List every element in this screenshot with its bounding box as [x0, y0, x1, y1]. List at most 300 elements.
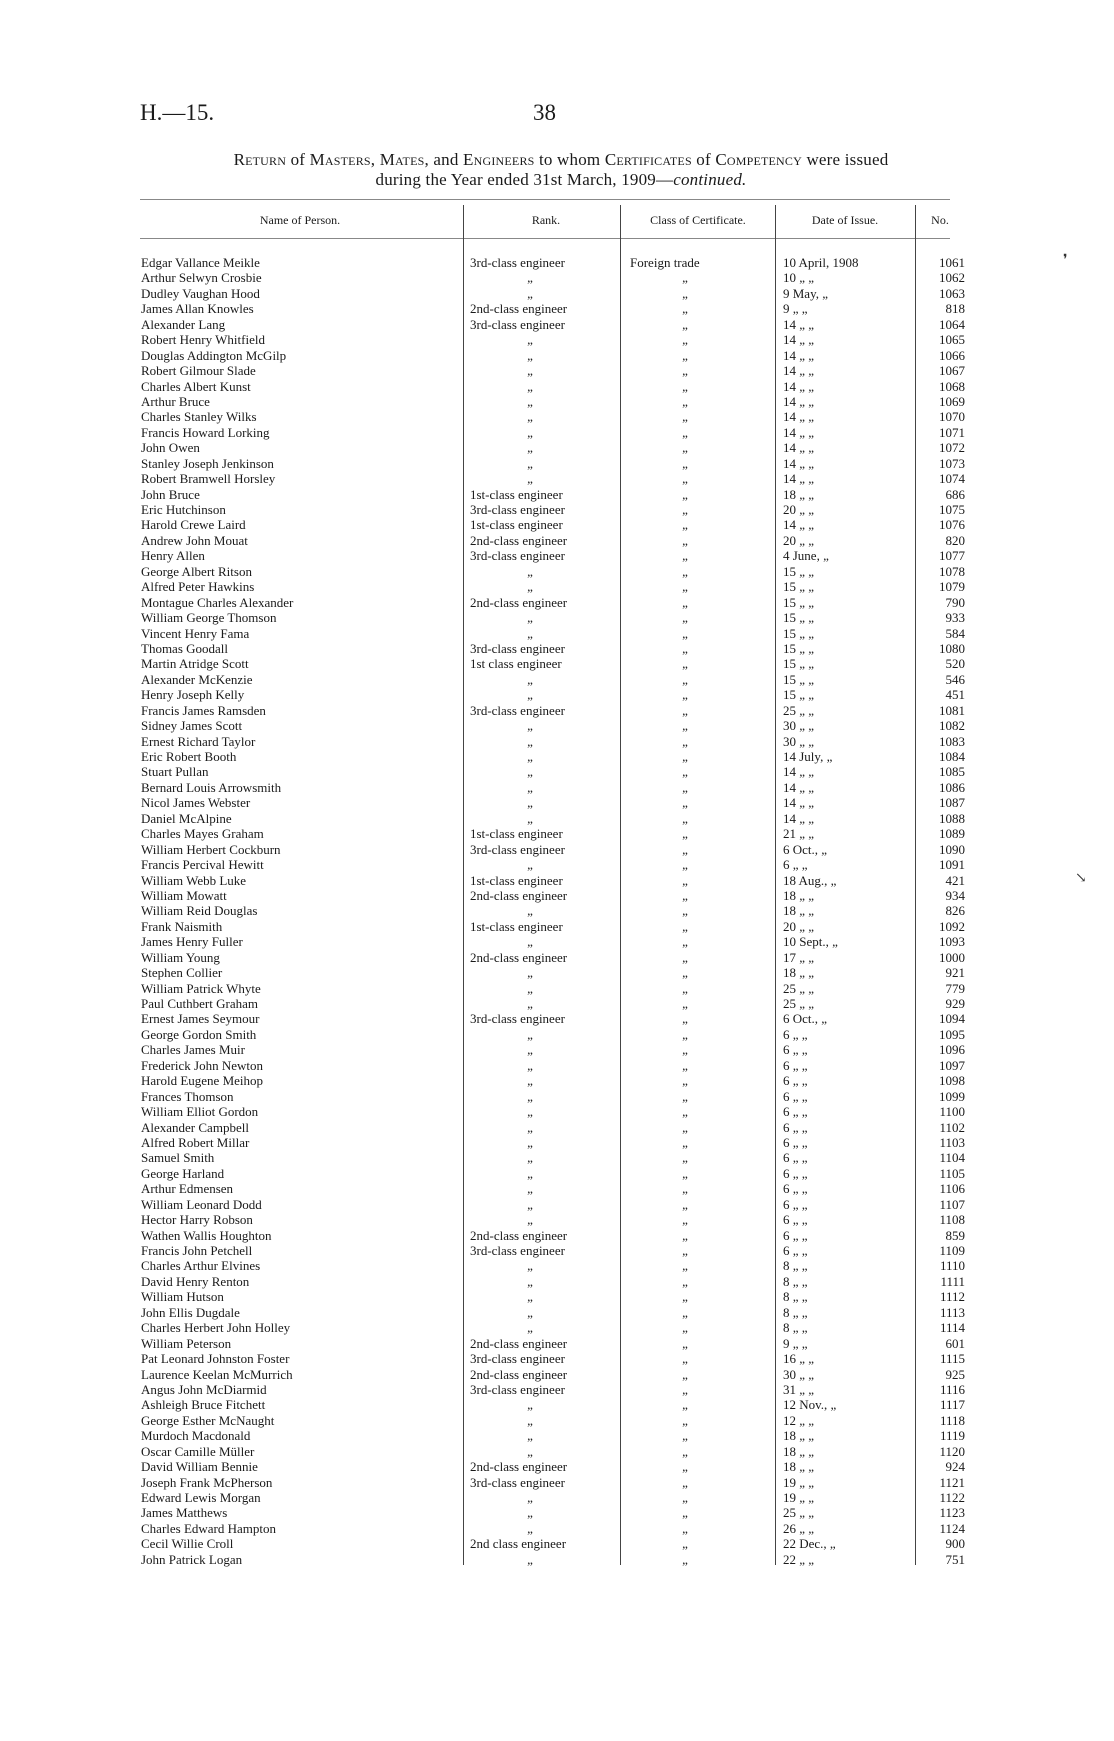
- certificate-class-cell: „: [682, 857, 688, 873]
- person-name: George Esther McNaught: [141, 1412, 275, 1428]
- rank-cell: „: [527, 1412, 533, 1428]
- person-name: Francis Howard Lorking: [141, 424, 270, 440]
- rank-cell: „: [527, 1057, 533, 1073]
- rank-cell: „: [527, 718, 533, 734]
- person-name: Cecil Willie Croll: [141, 1536, 234, 1552]
- certificate-class-cell: „: [682, 1289, 688, 1305]
- table-row: [0, 332, 1114, 347]
- person-name: Francis John Petchell: [141, 1243, 253, 1258]
- table-row: [0, 517, 1114, 532]
- rank-cell: 2nd-class engineer: [470, 1227, 568, 1243]
- table-row: [0, 1228, 1114, 1243]
- person-name: Laurence Keelan McMurrich: [141, 1366, 293, 1382]
- table-row: [0, 734, 1114, 749]
- table-row: [0, 1351, 1114, 1366]
- date-of-issue-cell: 14 „ „: [783, 517, 815, 533]
- certificate-number-cell: 1121: [939, 1474, 965, 1490]
- person-name: Stuart Pullan: [141, 764, 209, 780]
- table-row: [0, 1274, 1114, 1289]
- date-of-issue-cell: 14 „ „: [783, 393, 815, 409]
- date-of-issue-cell: 31 „ „: [783, 1381, 815, 1397]
- certificate-class-cell: „: [682, 517, 688, 533]
- person-name: Oscar Camille Müller: [141, 1443, 255, 1459]
- certificate-class-cell: „: [682, 1412, 688, 1428]
- date-of-issue-cell: 20 „ „: [783, 502, 815, 517]
- rank-cell: „: [527, 1119, 533, 1135]
- certificate-number-cell: 1103: [939, 1134, 965, 1150]
- certificate-class-cell: „: [682, 749, 688, 764]
- title-line-2: during the Year ended 31st March, 1909—continued.: [375, 170, 747, 189]
- date-of-issue-cell: 14 „ „: [783, 316, 815, 332]
- certificate-number-cell: 1105: [939, 1165, 965, 1181]
- rank-cell: 3rd-class engineer: [470, 1243, 565, 1258]
- certificate-class-cell: „: [682, 764, 688, 780]
- rank-cell: 3rd-class engineer: [470, 702, 565, 718]
- person-name: Nicol James Webster: [141, 795, 251, 811]
- table-row: [0, 749, 1114, 764]
- certificate-class-cell: „: [682, 965, 688, 981]
- person-name: Harold Crewe Laird: [141, 517, 246, 533]
- table-row: [0, 1552, 1114, 1567]
- date-of-issue-cell: 8 „ „: [783, 1304, 808, 1320]
- certificate-number-cell: 900: [945, 1536, 965, 1552]
- rank-cell: „: [527, 810, 533, 826]
- certificate-class-cell: „: [682, 1165, 688, 1181]
- date-of-issue-cell: 6 „ „: [783, 857, 808, 873]
- table-row: [0, 610, 1114, 625]
- rank-cell: „: [527, 1320, 533, 1336]
- table-header-rule: [140, 238, 950, 239]
- certificate-number-cell: 924: [945, 1459, 965, 1475]
- certificate-number-cell: 1075: [939, 502, 965, 517]
- rank-cell: „: [527, 1490, 533, 1505]
- certificate-class-cell: „: [682, 1490, 688, 1505]
- rank-cell: „: [527, 1258, 533, 1274]
- table-row: [0, 1428, 1114, 1443]
- rank-cell: „: [527, 1150, 533, 1166]
- rank-cell: „: [527, 393, 533, 409]
- date-of-issue-cell: 10 April, 1908: [783, 255, 859, 270]
- certificate-number-cell: 790: [945, 594, 965, 610]
- date-of-issue-cell: 15 „ „: [783, 625, 815, 641]
- certificate-class-cell: „: [682, 702, 688, 718]
- table-row: [0, 1336, 1114, 1351]
- table-row: [0, 1135, 1114, 1150]
- rank-cell: 2nd-class engineer: [470, 594, 568, 610]
- rank-cell: „: [527, 1443, 533, 1459]
- certificate-number-cell: 1078: [939, 563, 965, 579]
- rank-cell: „: [527, 1134, 533, 1150]
- person-name: Stanley Joseph Jenkinson: [141, 455, 274, 471]
- person-name: James Matthews: [141, 1505, 228, 1521]
- person-name: Douglas Addington McGilp: [141, 347, 287, 363]
- certificate-number-cell: 1080: [939, 640, 965, 656]
- rank-cell: „: [527, 764, 533, 780]
- person-name: Eric Robert Booth: [141, 749, 237, 764]
- person-name: Martin Atridge Scott: [141, 656, 249, 672]
- certificate-number-cell: 1072: [939, 440, 965, 456]
- table-row: [0, 857, 1114, 872]
- date-of-issue-cell: 12 „ „: [783, 1412, 815, 1428]
- rank-cell: „: [527, 424, 533, 440]
- date-of-issue-cell: 15 „ „: [783, 656, 815, 672]
- certificate-class-cell: „: [682, 996, 688, 1011]
- table-row: [0, 286, 1114, 301]
- person-name: Charles Stanley Wilks: [141, 409, 257, 425]
- person-name: Arthur Bruce: [141, 393, 210, 409]
- certificate-number-cell: 1089: [939, 826, 965, 842]
- person-name: Ernest Richard Taylor: [141, 733, 256, 749]
- certificate-number-cell: 1111: [940, 1273, 965, 1289]
- table-row: [0, 301, 1114, 316]
- table-row: [0, 1243, 1114, 1258]
- person-name: William Elliot Gordon: [141, 1104, 259, 1120]
- certificate-class-cell: „: [682, 270, 688, 286]
- table-row: [0, 873, 1114, 888]
- certificate-number-cell: 1067: [939, 363, 965, 379]
- column-header-date: Date of Issue.: [811, 213, 879, 227]
- date-of-issue-cell: 14 „ „: [783, 378, 815, 394]
- certificate-number-cell: 1110: [939, 1258, 965, 1274]
- certificate-class-cell: „: [682, 1227, 688, 1243]
- person-name: Stephen Collier: [141, 965, 223, 981]
- certificate-class-cell: „: [682, 887, 688, 903]
- table-row: [0, 425, 1114, 440]
- person-name: Harold Eugene Meihop: [141, 1073, 264, 1089]
- date-of-issue-cell: 19 „ „: [783, 1490, 815, 1505]
- certificate-number-cell: 1117: [939, 1397, 965, 1413]
- person-name: Robert Bramwell Horsley: [141, 471, 276, 487]
- certificate-number-cell: 1083: [939, 733, 965, 749]
- certificate-number-cell: 1119: [939, 1428, 965, 1444]
- date-of-issue-cell: 10 Sept., „: [783, 934, 838, 950]
- person-name: John Bruce: [141, 486, 200, 502]
- certificate-class-cell: „: [682, 625, 688, 641]
- date-of-issue-cell: 17 „ „: [783, 949, 815, 965]
- person-name: Charles Edward Hampton: [141, 1520, 277, 1536]
- rank-cell: „: [527, 749, 533, 764]
- table-row: [0, 811, 1114, 826]
- certificate-number-cell: 1077: [939, 548, 965, 564]
- person-name: Francis James Ramsden: [141, 702, 266, 718]
- certificate-class-cell: „: [682, 378, 688, 394]
- table-row: [0, 1413, 1114, 1428]
- table-row: [0, 409, 1114, 424]
- table-row: [0, 548, 1114, 563]
- certificate-class-cell: „: [682, 826, 688, 842]
- certificate-number-cell: 921: [945, 965, 965, 981]
- certificate-class-cell: „: [682, 502, 688, 517]
- person-name: Charles Mayes Graham: [141, 826, 264, 842]
- certificate-class-cell: „: [682, 1088, 688, 1104]
- certificate-number-cell: 1081: [939, 702, 965, 718]
- person-name: William Webb Luke: [141, 872, 247, 888]
- person-name: Vincent Henry Fama: [141, 625, 250, 641]
- certificate-number-cell: 1093: [939, 934, 965, 950]
- rank-cell: „: [527, 1212, 533, 1228]
- certificate-number-cell: 1095: [939, 1026, 965, 1042]
- table-row: [0, 471, 1114, 486]
- certificate-class-cell: „: [682, 1474, 688, 1490]
- certificate-class-cell: Foreign trade: [630, 255, 700, 270]
- certificate-class-cell: „: [682, 1397, 688, 1413]
- date-of-issue-cell: 14 „ „: [783, 795, 815, 811]
- person-name: William Herbert Cockburn: [141, 841, 281, 857]
- title-line-1: Return of Masters, Mates, and Engineers to whom Certificates of Competency were issued: [233, 150, 889, 169]
- certificate-number-cell: 1099: [939, 1088, 965, 1104]
- date-of-issue-cell: 25 „ „: [783, 996, 815, 1011]
- person-name: Alfred Peter Hawkins: [141, 579, 255, 595]
- certificate-class-cell: „: [682, 347, 688, 363]
- date-of-issue-cell: 6 Oct., „: [783, 841, 828, 857]
- person-name: William George Thomson: [141, 610, 277, 626]
- table-row: [0, 487, 1114, 502]
- date-of-issue-cell: 6 „ „: [783, 1073, 808, 1089]
- certificate-class-cell: „: [682, 393, 688, 409]
- certificate-class-cell: „: [682, 594, 688, 610]
- certificate-number-cell: 421: [945, 872, 965, 888]
- certificate-number-cell: 1102: [939, 1119, 965, 1135]
- person-name: Ernest James Seymour: [141, 1011, 260, 1027]
- person-name: Daniel McAlpine: [141, 810, 232, 826]
- table-row: [0, 965, 1114, 980]
- person-name: Pat Leonard Johnston Foster: [141, 1351, 290, 1367]
- date-of-issue-cell: 18 Aug., „: [783, 872, 837, 888]
- person-name: Henry Allen: [141, 548, 205, 564]
- rank-cell: „: [527, 671, 533, 687]
- date-of-issue-cell: 14 „ „: [783, 347, 815, 363]
- table-row: [0, 579, 1114, 594]
- person-name: William Reid Douglas: [141, 903, 258, 919]
- table-row: [0, 1181, 1114, 1196]
- person-name: Samuel Smith: [141, 1150, 215, 1166]
- certificate-number-cell: 826: [945, 903, 965, 919]
- table-row: [0, 394, 1114, 409]
- date-of-issue-cell: 19 „ „: [783, 1474, 815, 1490]
- rank-cell: „: [527, 1505, 533, 1521]
- person-name: Robert Henry Whitfield: [141, 332, 265, 348]
- certificate-class-cell: „: [682, 1181, 688, 1197]
- table-row: [0, 1104, 1114, 1119]
- table-row: [0, 595, 1114, 610]
- certificate-number-cell: 1088: [939, 810, 965, 826]
- rank-cell: „: [527, 471, 533, 487]
- rank-cell: „: [527, 687, 533, 703]
- date-of-issue-cell: 18 „ „: [783, 965, 815, 981]
- date-of-issue-cell: 15 „ „: [783, 640, 815, 656]
- date-of-issue-cell: 6 „ „: [783, 1134, 808, 1150]
- date-of-issue-cell: 8 „ „: [783, 1273, 808, 1289]
- rank-cell: „: [527, 1088, 533, 1104]
- rank-cell: „: [527, 378, 533, 394]
- rank-cell: „: [527, 270, 533, 286]
- certificate-number-cell: 1061: [939, 255, 965, 270]
- certificate-number-cell: 1116: [939, 1381, 965, 1397]
- rank-cell: 3rd-class engineer: [470, 548, 565, 564]
- date-of-issue-cell: 6 „ „: [783, 1181, 808, 1197]
- date-of-issue-cell: 6 „ „: [783, 1196, 808, 1212]
- date-of-issue-cell: 15 „ „: [783, 579, 815, 595]
- rank-cell: „: [527, 779, 533, 795]
- date-of-issue-cell: 25 „ „: [783, 980, 815, 996]
- certificate-number-cell: 546: [945, 671, 965, 687]
- date-of-issue-cell: 25 „ „: [783, 1505, 815, 1521]
- table-row: [0, 1367, 1114, 1382]
- person-name: George Albert Ritson: [141, 563, 252, 579]
- date-of-issue-cell: 8 „ „: [783, 1320, 808, 1336]
- certificate-number-cell: 1104: [939, 1150, 965, 1166]
- certificate-number-cell: 751: [945, 1551, 965, 1567]
- rank-cell: 3rd-class engineer: [470, 1011, 565, 1027]
- date-of-issue-cell: 18 „ „: [783, 887, 815, 903]
- certificate-class-cell: „: [682, 671, 688, 687]
- rank-cell: 1st class engineer: [470, 656, 562, 672]
- rank-cell: 3rd-class engineer: [470, 316, 565, 332]
- certificate-class-cell: „: [682, 563, 688, 579]
- certificate-class-cell: „: [682, 332, 688, 348]
- date-of-issue-cell: 6 „ „: [783, 1212, 808, 1228]
- certificate-number-cell: 1086: [939, 779, 965, 795]
- certificate-number-cell: 929: [945, 996, 965, 1011]
- table-row: [0, 1042, 1114, 1057]
- certificate-class-cell: „: [682, 424, 688, 440]
- rank-cell: 2nd-class engineer: [470, 949, 568, 965]
- date-of-issue-cell: 14 „ „: [783, 332, 815, 348]
- table-row: [0, 795, 1114, 810]
- person-name: Charles James Muir: [141, 1042, 245, 1058]
- certificate-class-cell: „: [682, 810, 688, 826]
- certificate-number-cell: 1109: [939, 1243, 965, 1258]
- certificate-class-cell: „: [682, 316, 688, 332]
- certificate-number-cell: 779: [945, 980, 965, 996]
- rank-cell: 1st-class engineer: [470, 918, 563, 934]
- certificate-class-cell: „: [682, 1443, 688, 1459]
- rank-cell: 2nd-class engineer: [470, 887, 568, 903]
- rank-cell: 2nd-class engineer: [470, 301, 568, 317]
- certificate-number-cell: 1087: [939, 795, 965, 811]
- rank-cell: „: [527, 1181, 533, 1197]
- certificate-number-cell: 451: [945, 687, 965, 703]
- table-row: [0, 255, 1114, 270]
- certificate-number-cell: 820: [945, 532, 965, 548]
- person-name: Alexander Campbell: [141, 1119, 249, 1135]
- rank-cell: 2nd-class engineer: [470, 1459, 568, 1475]
- date-of-issue-cell: 6 „ „: [783, 1165, 808, 1181]
- person-name: Murdoch Macdonald: [141, 1428, 251, 1444]
- rank-cell: „: [527, 980, 533, 996]
- rank-cell: „: [527, 1165, 533, 1181]
- certificate-number-cell: 933: [945, 610, 965, 626]
- table-row: [0, 348, 1114, 363]
- person-name: Robert Gilmour Slade: [141, 363, 256, 379]
- rank-cell: 3rd-class engineer: [470, 1474, 565, 1490]
- person-name: Montague Charles Alexander: [141, 594, 294, 610]
- certificate-class-cell: „: [682, 1304, 688, 1320]
- date-of-issue-cell: 14 „ „: [783, 764, 815, 780]
- table-row: [0, 564, 1114, 579]
- certificate-number-cell: 1113: [939, 1304, 965, 1320]
- person-name: James Henry Fuller: [141, 934, 243, 950]
- person-name: John Ellis Dugdale: [141, 1304, 240, 1320]
- certificate-class-cell: „: [682, 903, 688, 919]
- table-row: [0, 456, 1114, 471]
- date-of-issue-cell: 9 „ „: [783, 301, 808, 317]
- table-row: [0, 842, 1114, 857]
- date-of-issue-cell: 6 „ „: [783, 1227, 808, 1243]
- certificate-number-cell: 1114: [939, 1320, 965, 1336]
- table-row: [0, 703, 1114, 718]
- table-row: [0, 1073, 1114, 1088]
- person-name: David William Bennie: [141, 1459, 258, 1475]
- rank-cell: „: [527, 455, 533, 471]
- person-name: George Harland: [141, 1165, 225, 1181]
- certificate-number-cell: 1106: [939, 1181, 965, 1197]
- certificate-number-cell: 1082: [939, 718, 965, 734]
- certificate-class-cell: „: [682, 532, 688, 548]
- date-of-issue-cell: 9 May, „: [783, 285, 829, 301]
- date-of-issue-cell: 30 „ „: [783, 733, 815, 749]
- certificate-number-cell: 1097: [939, 1057, 965, 1073]
- rank-cell: „: [527, 625, 533, 641]
- certificate-class-cell: „: [682, 1351, 688, 1367]
- person-name: Thomas Goodall: [141, 640, 229, 656]
- person-name: Frederick John Newton: [141, 1057, 264, 1073]
- date-of-issue-cell: 25 „ „: [783, 702, 815, 718]
- certificate-class-cell: „: [682, 980, 688, 996]
- rank-cell: 3rd-class engineer: [470, 1381, 565, 1397]
- table-row: [0, 687, 1114, 702]
- certificate-number-cell: 1107: [939, 1196, 965, 1212]
- certificate-class-cell: „: [682, 455, 688, 471]
- certificate-number-cell: 1000: [939, 949, 965, 965]
- person-name: Paul Cuthbert Graham: [141, 996, 258, 1011]
- table-row: [0, 888, 1114, 903]
- certificate-class-cell: „: [682, 1505, 688, 1521]
- certificate-class-cell: „: [682, 1536, 688, 1552]
- table-row: [0, 780, 1114, 795]
- certificate-number-cell: 1091: [939, 857, 965, 873]
- rank-cell: „: [527, 347, 533, 363]
- date-of-issue-cell: 18 „ „: [783, 1443, 815, 1459]
- person-name: Alexander McKenzie: [141, 671, 253, 687]
- table-top-rule: [140, 199, 950, 200]
- date-of-issue-cell: 16 „ „: [783, 1351, 815, 1367]
- certificate-class-cell: „: [682, 1273, 688, 1289]
- person-name: Henry Joseph Kelly: [141, 687, 245, 703]
- rank-cell: „: [527, 285, 533, 301]
- person-name: William Mowatt: [141, 887, 227, 903]
- certificate-number-cell: 1123: [939, 1505, 965, 1521]
- rank-cell: 3rd-class engineer: [470, 640, 565, 656]
- table-row: [0, 1382, 1114, 1397]
- rank-cell: 3rd-class engineer: [470, 502, 565, 517]
- certificate-class-cell: „: [682, 872, 688, 888]
- date-of-issue-cell: 18 „ „: [783, 1459, 815, 1475]
- certificate-number-cell: 1074: [939, 471, 965, 487]
- rank-cell: „: [527, 409, 533, 425]
- rank-cell: „: [527, 563, 533, 579]
- table-row: [0, 656, 1114, 671]
- table-row: [0, 379, 1114, 394]
- certificate-number-cell: 1073: [939, 455, 965, 471]
- certificate-number-cell: 1122: [939, 1490, 965, 1505]
- table-row: [0, 1305, 1114, 1320]
- certificate-class-cell: „: [682, 440, 688, 456]
- date-of-issue-cell: 6 „ „: [783, 1057, 808, 1073]
- certificate-number-cell: 1115: [939, 1351, 965, 1367]
- certificate-number-cell: 1065: [939, 332, 965, 348]
- date-of-issue-cell: 6 „ „: [783, 1104, 808, 1120]
